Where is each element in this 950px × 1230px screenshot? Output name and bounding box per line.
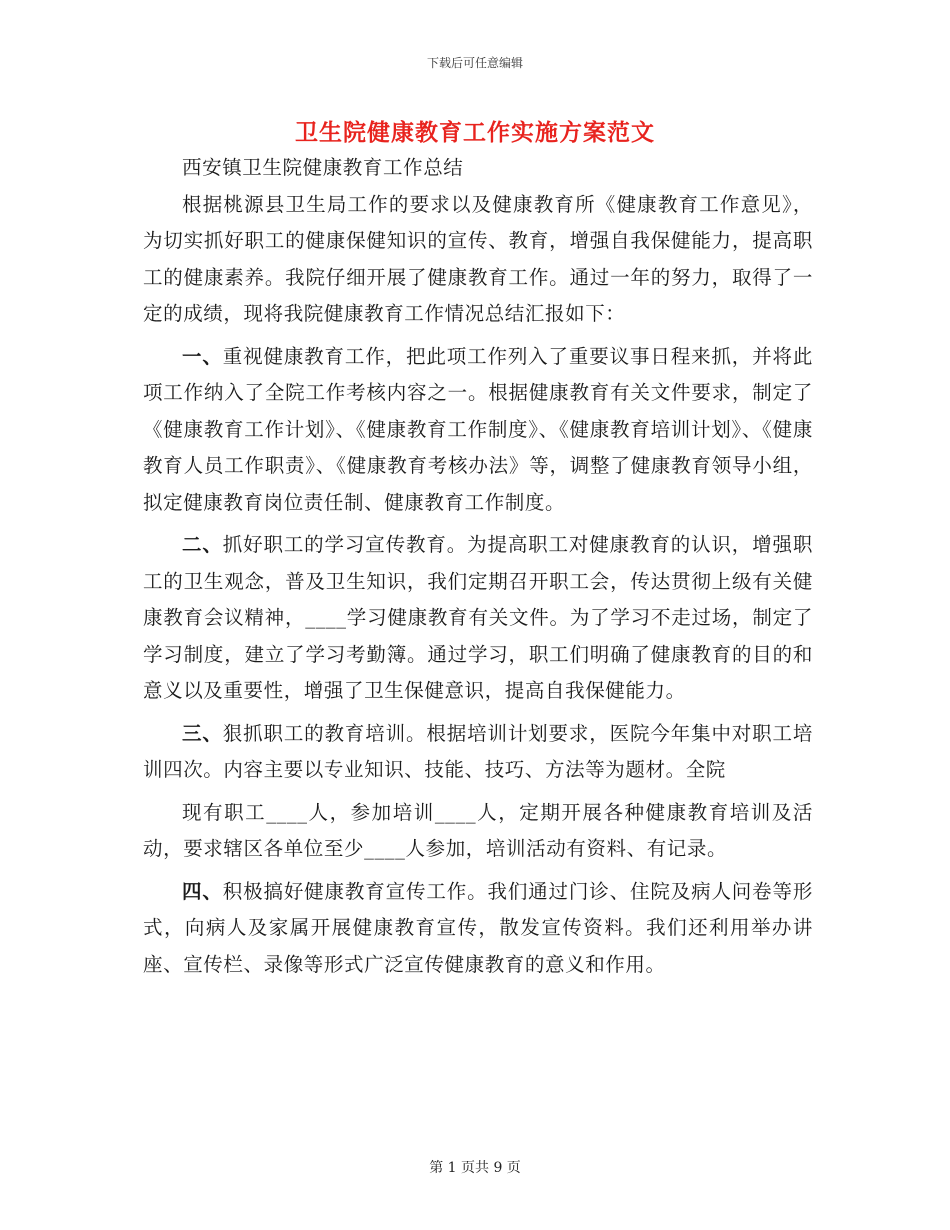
section-text-3b: 现有职工____人，参加培训____人，定期开展各种健康教育培训及活动，要求辖区各单位至少____人参加，培训活动有资料、有记录。: [143, 800, 813, 860]
document-subtitle: 西安镇卫生院健康教育工作总结: [182, 156, 464, 179]
section-text-2: 抓好职工的学习宣传教育。为提高职工对健康教育的认识，增强职工的卫生观念，普及卫生知识，我们定期召开职工会，传达贯彻上级有关健康教育会议精神，____学习健康教育有关文件。为了学习不走过场，制定了学习制度，建立了学习考勤簿。通过学习，职工们明确了健康教育的目的和意义以及重要性，增强了卫生保健意识，提高自我保健能力。: [143, 533, 813, 702]
document-body: [143, 150, 813, 983]
page-header: 下载后可任意编辑: [426, 56, 523, 70]
section-text-3: 狠抓职工的教育培训。根据培训计划要求，医院今年集中对职工培训四次。内容主要以专业知识、技能、技巧、方法等为题材。全院: [143, 721, 813, 781]
section-heading-2: 二、: [182, 533, 223, 556]
section-paragraph-3: [143, 716, 813, 789]
intro-paragraph: 根据桃源县卫生局工作的要求以及健康教育所《健康教育工作意见》，为切实抓好职工的健康保健知识的宣传、教育，增强自我保健能力，提高职工的健康素养。我院仔细开展了健康教育工作。通过一年的努力，取得了一定的成绩，现将我院健康教育工作情况总结汇报如下：: [143, 192, 813, 325]
section-heading-1: 一、: [182, 344, 223, 368]
document-title: 卫生院健康教育工作实施方案范文: [295, 119, 655, 146]
section-paragraph-2: [143, 527, 813, 710]
section-text-1: 重视健康教育工作，把此项工作列入了重要议事日程来抓，并将此项工作纳入了全院工作考核内容之一。根据健康教育有关文件要求，制定了《健康教育工作计划》、《健康教育工作制度》、《健康教育培训计划》、《健康教育人员工作职责》、《健康教育考核办法》等，调整了健康教育领导小组，拟定健康教育岗位责任制、健康教育工作制度。: [143, 344, 813, 514]
page-footer: 第 1 页共 9 页: [429, 1160, 521, 1176]
section-text-4: 积极搞好健康教育宣传工作。我们通过门诊、住院及病人问卷等形式，向病人及家属开展健康教育宣传，散发宣传资料。我们还利用举办讲座、宣传栏、录像等形式广泛宣传健康教育的意义和作用。: [143, 879, 813, 976]
section-paragraph-3b: [143, 795, 813, 868]
section-heading-4: 四、: [182, 879, 223, 903]
section-heading-3: 三、: [182, 721, 223, 745]
section-paragraph-4: [143, 874, 813, 984]
section-paragraph-1: [143, 339, 813, 522]
